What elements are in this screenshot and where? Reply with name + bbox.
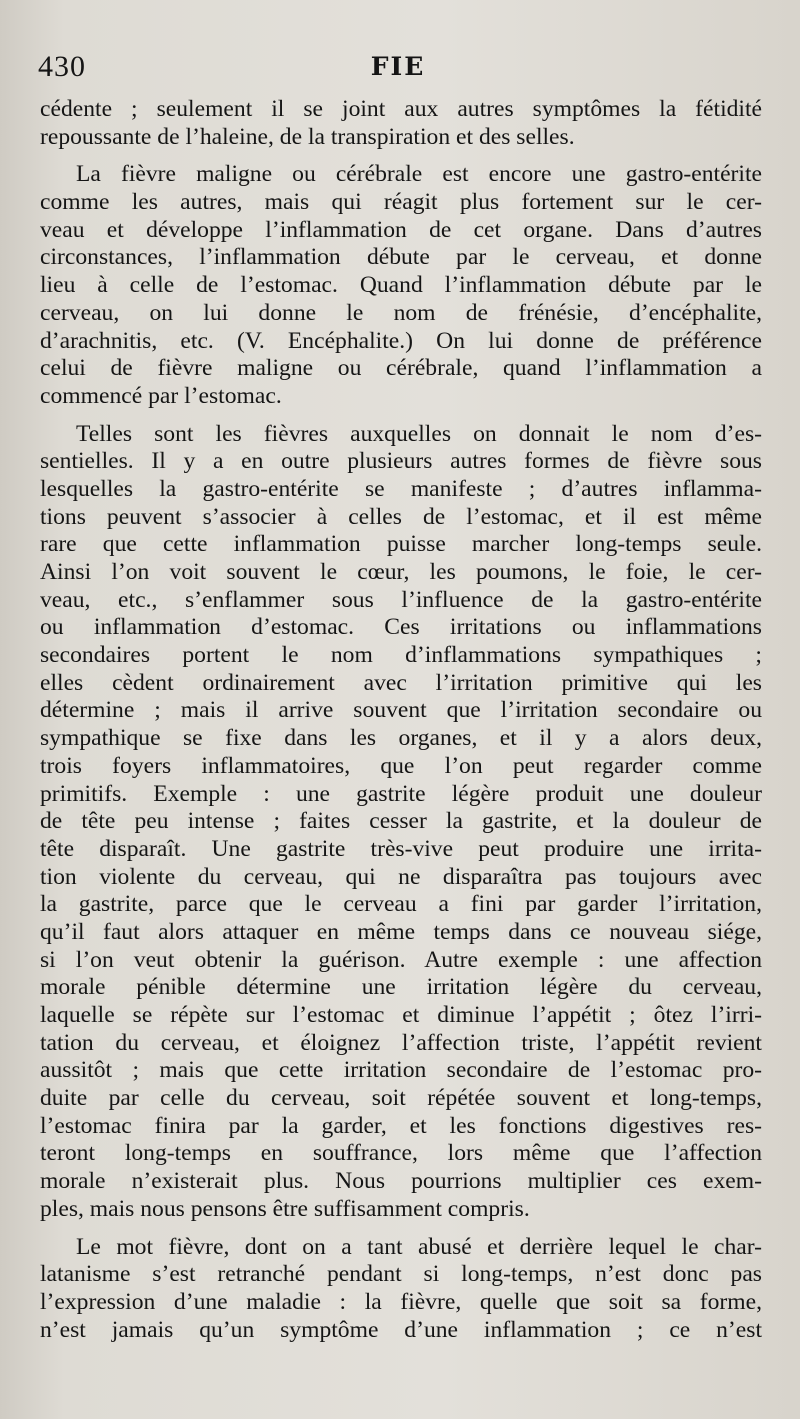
text-line: aussitôt ; mais que cette irritation secondaire de l’estomac pro- [40,1057,762,1084]
text-line: sentielles. Il y a en outre plusieurs autres formes de fièvre sous [40,448,762,475]
text-line: Telles sont les fièvres auxquelles on donnait le nom d’es- [76,420,762,447]
text-line: ou inflammation d’estomac. Ces irritations ou inflammations [40,614,762,641]
text-line: de tête peu intense ; faites cesser la gastrite, et la douleur de [40,808,762,835]
text-line: repoussante de l’haleine, de la transpiration et des selles. [40,123,575,150]
text-line: La fièvre maligne ou cérébrale est encore une gastro-entérite [76,161,762,188]
text-line: teront long-temps en souffrance, lors même que l’affection [40,1140,762,1167]
text-line: tation du cerveau, et éloignez l’affection triste, l’appétit revient [40,1029,762,1056]
text-line: la gastrite, parce que le cerveau a fini par garder l’irritation, [40,891,762,918]
text-line: tête disparaît. Une gastrite très-vive peut produire une irrita- [40,835,762,862]
text-line: comme les autres, mais qui réagit plus fortement sur le cer- [40,189,762,216]
text-line: trois foyers inflammatoires, que l’on peut regarder comme [40,752,762,779]
text-line: veau, etc., s’enflammer sous l’influence de la gastro-entérite [40,586,762,613]
text-line: n’est jamais qu’un symptôme d’une inflammation ; ce n’est [40,1316,762,1343]
text-line: morale n’existerait plus. Nous pourrions multiplier ces exem- [40,1168,762,1195]
text-line: l’estomac finira par la garder, et les fonctions digestives res- [40,1112,762,1139]
text-line: circonstances, l’inflammation débute par le cerveau, et donne [40,244,762,271]
text-line: elles cèdent ordinairement avec l’irritation primitive qui les [40,669,762,696]
text-line: morale pénible détermine une irritation légère du cerveau, [40,974,762,1001]
page-header [38,50,758,90]
text-line: veau et développe l’inflammation de cet organe. Dans d’autres [40,216,762,243]
text-line: sympathique se fixe dans les organes, et il y a alors deux, [40,725,762,752]
text-line: secondaires portent le nom d’inflammations sympathiques ; [40,642,762,669]
text-line: lieu à celle de l’estomac. Quand l’inflammation débute par le [40,272,762,299]
text-line: qu’il faut alors attaquer en même temps dans ce nouveau siége, [40,918,762,945]
text-line: celui de fièvre maligne ou cérébrale, quand l’inflammation a [40,355,762,382]
text-line: cerveau, on lui donne le nom de frénésie, d’encéphalite, [40,299,762,326]
text-line: tion violente du cerveau, qui ne disparaîtra pas toujours avec [40,863,762,890]
text-line: détermine ; mais il arrive souvent que l’irritation secondaire ou [40,697,762,724]
text-line: ples, mais nous pensons être suffisamment compris. [40,1195,530,1222]
text-line: si l’on veut obtenir la guérison. Autre exemple : une affection [40,946,762,973]
body-text [40,96,762,1344]
text-line: l’expression d’une maladie : la fièvre, quelle que soit sa forme, [40,1288,762,1315]
page-number: 430 [38,50,86,83]
text-line: Ainsi l’on voit souvent le cœur, les poumons, le foie, le cer- [40,559,762,585]
text-line: cédente ; seulement il se joint aux autres symptômes la fétidité [40,96,762,122]
text-line: primitifs. Exemple : une gastrite légère produit une douleur [40,780,762,807]
text-line: laquelle se répète sur l’estomac et diminue l’appétit ; ôtez l’irri- [40,1002,762,1028]
text-line: commencé par l’estomac. [40,382,282,409]
running-head: FIE [370,52,426,81]
text-line: duite par celle du cerveau, soit répétée souvent et long-temps, [40,1085,762,1112]
text-line: tions peuvent s’associer à celles de l’estomac, et il est même [40,503,762,530]
text-line: latanisme s’est retranché pendant si long-temps, n’est donc pas [40,1261,762,1288]
text-line: rare que cette inflammation puisse marcher long-temps seule. [40,531,762,558]
text-line: d’arachnitis, etc. (V. Encéphalite.) On lui donne de préférence [40,327,762,354]
text-line: Le mot fièvre, dont on a tant abusé et derrière lequel le char- [76,1233,762,1260]
text-line: lesquelles la gastro-entérite se manifeste ; d’autres inflamma- [40,475,762,502]
